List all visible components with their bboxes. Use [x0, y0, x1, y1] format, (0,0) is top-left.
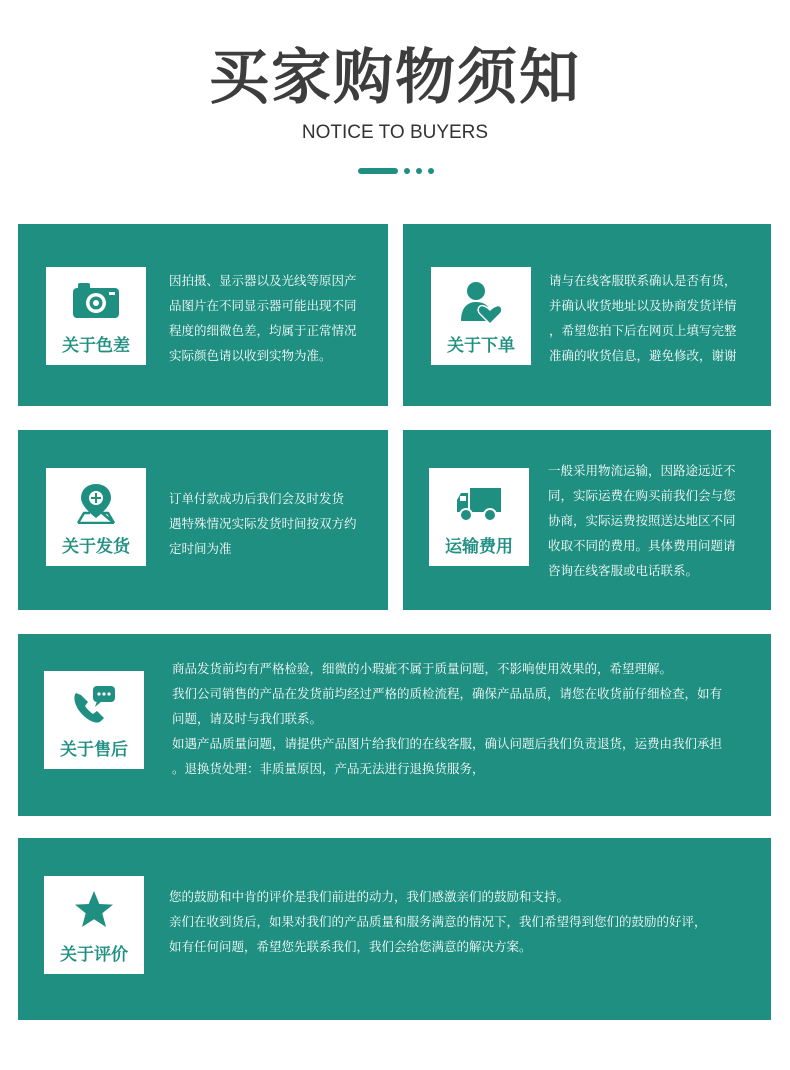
card-reviews: [18, 838, 771, 1020]
location-pin-icon: [76, 482, 116, 524]
card-label: 关于色差: [62, 336, 130, 356]
text-line: 一般采用物流运输，因路途远近不: [548, 463, 736, 478]
card-transport-costs: [403, 430, 771, 610]
icon-box: [431, 267, 531, 365]
text-line: 如有任何问题，希望您先联系我们，我们会给您满意的解决方案。: [169, 939, 532, 954]
page-title: 买家购物须知: [209, 43, 581, 113]
text-line: 品图片在不同显示器可能出现不同: [169, 298, 357, 313]
text-line: 实际颜色请以收到实物为准。: [169, 348, 332, 363]
text-line: 准确的收货信息，避免修改，谢谢: [549, 348, 737, 363]
icon-box: [44, 876, 144, 974]
phone-chat-icon: [71, 685, 117, 729]
text-line: 您的鼓励和中肯的评价是我们前进的动力，我们感激亲们的鼓励和支持。: [169, 889, 570, 904]
text-line: 如遇产品质量问题，请提供产品图片给我们的在线客服，确认问题后我们负责退货，运费由我们承担: [172, 736, 723, 751]
card-text: [549, 268, 737, 368]
text-line: 请与在线客服联系确认是否有货，: [549, 273, 737, 288]
card-text: [169, 486, 357, 561]
icon-box: [44, 671, 144, 769]
text-line: 商品发货前均有严格检验，细微的小瑕疵不属于质量问题，不影响使用效果的，希望理解。: [172, 661, 673, 676]
card-color-difference: [18, 224, 388, 406]
text-line: ，希望您拍下后在网页上填写完整: [549, 323, 737, 338]
card-label: 关于售后: [60, 740, 128, 760]
text-line: 同，实际运费在购买前我们会与您: [548, 488, 736, 503]
card-label: 关于下单: [447, 336, 515, 356]
text-line: 遇特殊情况实际发货时间按双方约: [169, 516, 357, 531]
card-label: 关于评价: [60, 945, 128, 965]
star-icon: [73, 890, 115, 930]
card-text: [548, 458, 736, 583]
text-line: 咨询在线客服或电话联系。: [548, 563, 699, 578]
card-label: 运输费用: [445, 537, 513, 557]
card-label: 关于发货: [62, 537, 130, 557]
card-text: [169, 268, 357, 368]
person-heart-icon: [460, 281, 502, 325]
truck-icon: [456, 486, 502, 524]
card-ordering: [403, 224, 771, 406]
text-line: 我们公司销售的产品在发货前均经过严格的质检流程，确保产品品质，请您在收货前仔细检查，如有: [172, 686, 723, 701]
icon-box: [46, 468, 146, 566]
text-line: 协商，实际运费按照送达地区不同: [548, 513, 736, 528]
text-line: 收取不同的费用。具体费用问题请: [548, 538, 736, 553]
text-line: 问题，请及时与我们联系。: [172, 711, 323, 726]
text-line: 程度的细微色差，均属于正常情况: [169, 323, 357, 338]
text-line: 亲们在收到货后，如果对我们的产品质量和服务满意的情况下，我们希望得到您们的鼓励的好评，: [169, 914, 707, 929]
card-shipping: [18, 430, 388, 610]
icon-box: [46, 267, 146, 365]
card-text: [172, 656, 722, 781]
text-line: 并确认收货地址以及协商发货详情: [549, 298, 737, 313]
card-after-sales: [18, 634, 771, 816]
text-line: 订单付款成功后我们会及时发货: [169, 491, 345, 506]
page-subtitle: NOTICE TO BUYERS: [301, 122, 489, 143]
card-text: [169, 884, 707, 959]
text-line: 。退换货处理：非质量原因，产品无法进行退换货服务，: [172, 761, 485, 776]
icon-box: [429, 468, 529, 566]
text-line: 定时间为准: [169, 541, 232, 556]
camera-icon: [72, 281, 120, 319]
text-line: 因拍摄、显示器以及光线等原因产: [169, 273, 357, 288]
